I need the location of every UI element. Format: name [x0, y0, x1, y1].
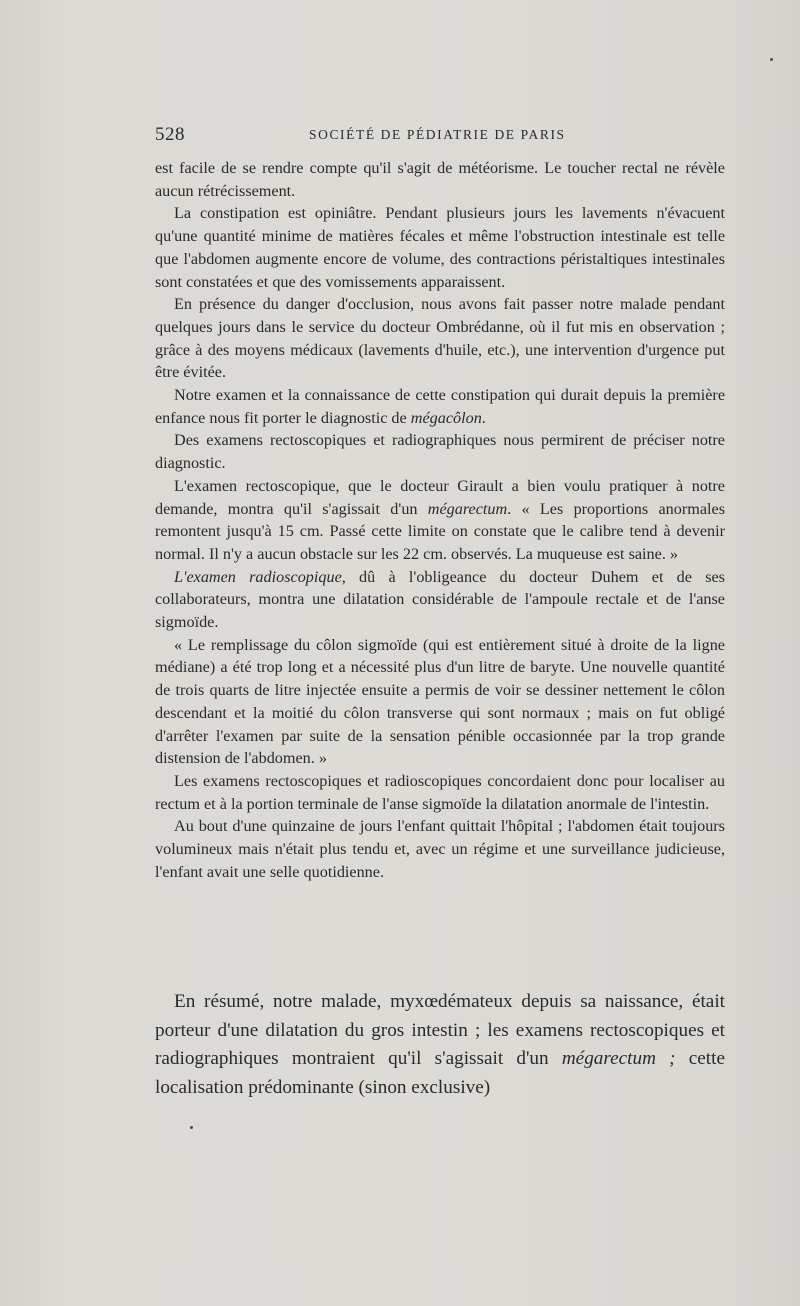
summary-text-part: En résumé, notre malade, myxœdémateux depuis sa naissance, était porteur d'une dilatation du gros intestin ; les examens rectoscopiques et radiographiques montraient qu'il s'agissait d'un	[155, 991, 725, 1069]
paragraph	[155, 566, 725, 634]
paragraph	[155, 475, 725, 566]
speck-mark	[770, 58, 773, 61]
page-number: 528	[155, 124, 185, 145]
paragraph: Des examens rectoscopiques et radiographiques nous permirent de préciser notre diagnostic.	[155, 431, 725, 473]
paragraph-text: .	[481, 408, 486, 427]
paragraph: La constipation est opiniâtre. Pendant plusieurs jours les lavements n'évacuent qu'une quantité minime de matières fécales et même l'obstruction intestinale est telle que l'abdomen augmente encore de volume, des contractions péristaltiques intestinales sont constatées et que des vomissements apparaissent.	[155, 204, 725, 291]
summary-paragraph	[155, 988, 725, 1102]
paragraph: est facile de se rendre compte qu'il s'agit de météorisme. Le toucher rectal ne révèle aucun rétrécissement.	[155, 159, 725, 200]
paragraph-text: . « Les proportions anormales remontent jusqu'à 15 cm. Passé cette limite on constate que le calibre tend à devenir normal. Il n'y a aucun obstacle sur les 22 cm. observés. La muqueuse est saine. »	[155, 499, 726, 563]
paragraph: Les examens rectoscopiques et radioscopiques concordaient donc pour localiser au rectum et à la portion terminale de l'anse sigmoïde la dilatation anormale de l'intestin.	[155, 771, 725, 813]
paragraph: Au bout d'une quinzaine de jours l'enfant quittait l'hôpital ; l'abdomen était toujours volumineux mais n'était plus tendu et, avec un régime et une surveillance judicieuse, l'enfant avait une selle quotidienne.	[155, 817, 725, 881]
paragraph	[155, 384, 725, 429]
body-text	[155, 157, 725, 884]
italic-term: mégacôlon	[410, 408, 482, 427]
summary-text	[155, 988, 725, 1102]
running-head: SOCIÉTÉ DE PÉDIATRIE DE PARIS	[309, 127, 566, 142]
paragraph: « Le remplissage du côlon sigmoïde (qui est entièrement situé à droite de la ligne médiane) a été trop long et a nécessité plus d'un litre de baryte. Une nouvelle quantité de trois quarts de litre injectée ensuite a permis de voir se dessiner nettement le côlon descendant et la moitié du côlon transverse qui sont normaux ; mais on fut obligé d'arrêter l'examen par suite de la sensation pénible occasionnée par la trop grande distension de l'abdomen. »	[155, 635, 725, 768]
italic-term: L'examen radioscopique	[174, 567, 342, 586]
italic-term: mégarectum ;	[561, 1048, 676, 1069]
speck-mark	[190, 1126, 193, 1129]
italic-term: mégarectum	[427, 499, 508, 518]
paragraph-text: , dû à l'obligeance du docteur Duhem et de ses collaborateurs, montra une dilatation considérable de l'ampoule rectale et de l'anse sigmoïde.	[155, 567, 725, 632]
paragraph-text: L'examen rectoscopique, que le docteur Girault a bien voulu pratiquer à notre demande, montra qu'il s'agissait d'un	[155, 476, 725, 518]
paragraph-text: Notre examen et la connaissance de cette constipation qui durait depuis la première enfance nous fit porter le diagnostic de	[155, 386, 725, 427]
paragraph: En présence du danger d'occlusion, nous avons fait passer notre malade pendant quelques jours dans le service du docteur Ombrédanne, où il fut mis en observation ; grâce à des moyens médicaux (lavements d'huile, etc.), une intervention d'urgence put être évitée.	[155, 295, 725, 382]
page-header	[155, 124, 725, 150]
summary-text-part: cette localisation prédominante (sinon exclusive)	[155, 1048, 725, 1098]
